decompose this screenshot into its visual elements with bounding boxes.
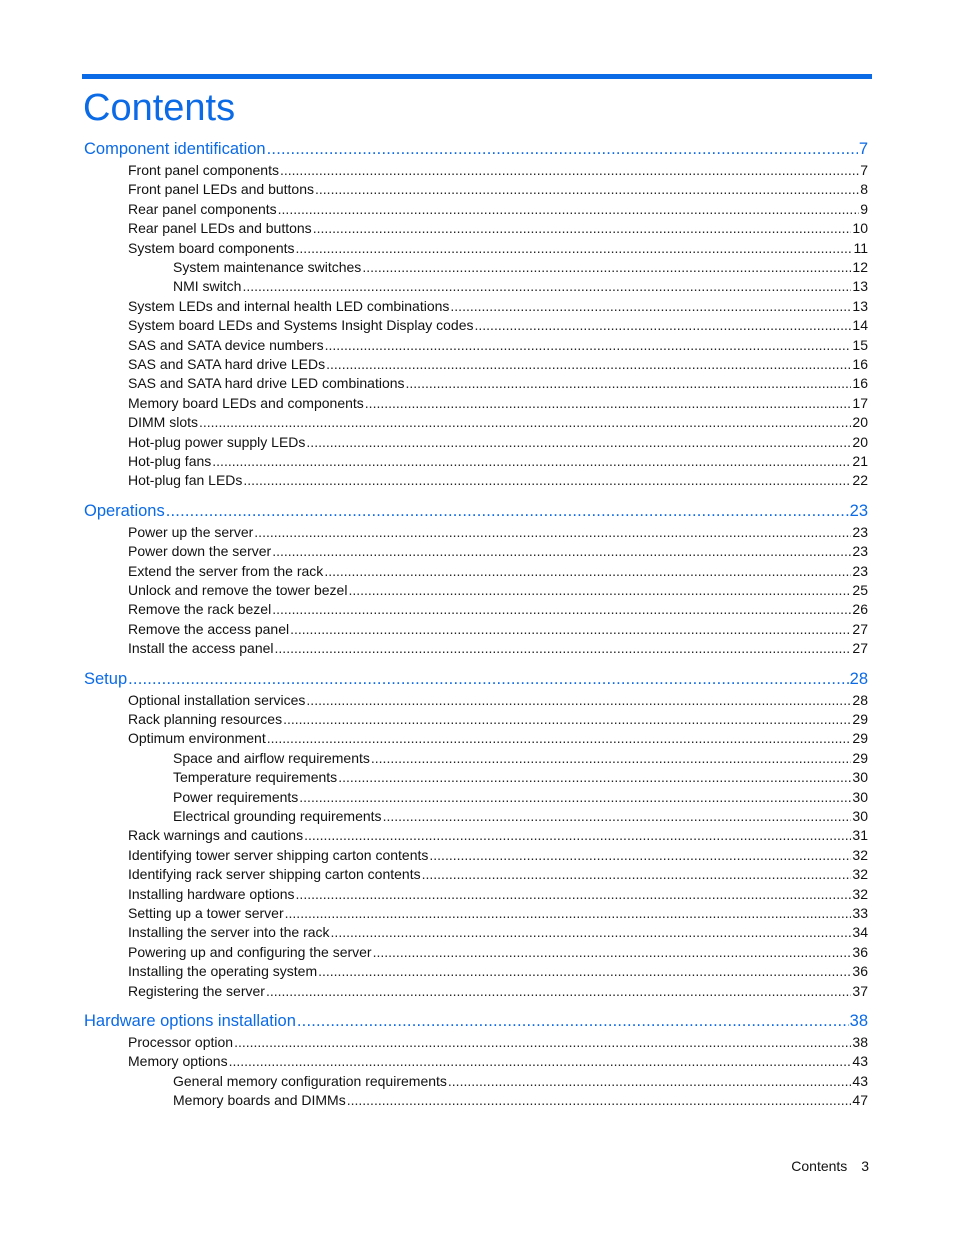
toc-entry[interactable] xyxy=(128,621,868,637)
toc-entry-label: Setting up a tower server xyxy=(128,905,284,921)
toc-entry-label: Hot-plug power supply LEDs xyxy=(128,433,306,450)
toc-entry[interactable] xyxy=(128,924,868,940)
toc-entry[interactable] xyxy=(128,711,868,727)
toc-dot-leader xyxy=(266,983,851,999)
toc-entry[interactable] xyxy=(128,356,868,372)
toc-entry-page-number: 37 xyxy=(852,982,868,999)
toc-entry-label: Installing the server into the rack xyxy=(128,924,330,941)
toc-entry-label: Rear panel components xyxy=(128,200,277,217)
toc-entry[interactable] xyxy=(128,298,868,314)
toc-entry-page-number: 36 xyxy=(852,943,868,960)
toc-entry[interactable] xyxy=(173,278,868,294)
toc-dot-leader xyxy=(313,220,852,236)
toc-entry-page-number: 30 xyxy=(852,788,868,805)
toc-entry-label: Installing hardware options xyxy=(128,885,295,902)
toc-entry-page-number: 25 xyxy=(852,582,868,598)
toc-entry-label: Installing the operating system xyxy=(128,963,318,980)
toc-dot-leader xyxy=(429,847,851,863)
toc-entry-label: Identifying rack server shipping carton contents xyxy=(128,866,421,883)
toc-entry-label: Processor option xyxy=(128,1034,234,1050)
toc-entry[interactable] xyxy=(128,201,868,217)
toc-entry-label: Rear panel LEDs and buttons xyxy=(128,220,312,237)
toc-entry[interactable] xyxy=(128,453,868,469)
toc-entry-label: System board components xyxy=(128,239,295,256)
toc-dot-leader xyxy=(297,1012,849,1031)
toc-entry-page-number: 34 xyxy=(852,924,868,941)
toc-entry-page-number: 32 xyxy=(852,866,868,883)
toc-entry[interactable] xyxy=(128,472,868,488)
toc-dot-leader xyxy=(306,692,851,708)
toc-entry-label: Power up the server xyxy=(128,523,254,540)
toc-entry-page-number: 10 xyxy=(852,220,868,237)
toc-entry[interactable] xyxy=(128,337,868,353)
toc-entry-label: DIMM slots xyxy=(128,414,198,431)
toc-dot-leader xyxy=(422,866,852,882)
toc-chapter-entry[interactable] xyxy=(84,1012,868,1031)
toc-dot-leader xyxy=(365,395,852,411)
toc-dot-leader xyxy=(254,524,851,540)
toc-entry-page-number: 12 xyxy=(852,259,868,275)
toc-entry-label: Space and airflow requirements xyxy=(173,749,370,766)
toc-dot-leader xyxy=(306,434,851,450)
toc-entry[interactable] xyxy=(128,414,868,430)
toc-entry[interactable] xyxy=(128,827,868,843)
toc-entry[interactable] xyxy=(128,866,868,882)
toc-entry[interactable] xyxy=(128,905,868,921)
toc-entry-page-number: 27 xyxy=(852,640,868,657)
toc-entry-label: Registering the server xyxy=(128,982,265,999)
toc-dot-leader xyxy=(242,278,851,294)
toc-dot-leader xyxy=(280,162,859,178)
toc-dot-leader xyxy=(371,750,852,766)
toc-entry-page-number: 7 xyxy=(858,140,868,158)
toc-entry-label: Remove the rack bezel xyxy=(128,601,272,618)
page-footer xyxy=(791,1158,869,1174)
toc-entry-page-number: 29 xyxy=(852,749,868,766)
toc-entry-label: Memory board LEDs and components xyxy=(128,394,364,411)
toc-dot-leader xyxy=(296,886,852,902)
toc-entry-page-number: 32 xyxy=(852,885,868,902)
toc-dot-leader xyxy=(373,944,852,960)
toc-entry[interactable] xyxy=(128,983,868,999)
toc-entry-label: Identifying tower server shipping carton contents xyxy=(128,846,429,863)
toc-entry-label: Hardware options installation xyxy=(84,1012,296,1030)
toc-entry-page-number: 8 xyxy=(860,181,868,198)
toc-dot-leader xyxy=(383,808,852,824)
toc-dot-leader xyxy=(475,317,852,333)
footer-page-number: 3 xyxy=(861,1158,869,1174)
toc-entry-label: Optimum environment xyxy=(128,730,266,747)
toc-entry-page-number: 26 xyxy=(852,601,868,618)
toc-entry-label: Install the access panel xyxy=(128,640,274,657)
toc-dot-leader xyxy=(315,181,859,197)
footer-section: Contents xyxy=(791,1158,848,1174)
toc-dot-leader xyxy=(243,472,851,488)
toc-entry-label: Front panel components xyxy=(128,162,279,178)
toc-entry[interactable] xyxy=(173,1073,868,1089)
toc-entry-label: Operations xyxy=(84,501,165,520)
toc-dot-leader xyxy=(272,543,851,559)
toc-chapter-entry[interactable] xyxy=(84,140,868,159)
toc-dot-leader xyxy=(331,924,852,940)
toc-entry[interactable] xyxy=(128,582,868,598)
toc-entry[interactable] xyxy=(173,259,868,275)
toc-entry-label: Extend the server from the rack xyxy=(128,562,324,579)
toc-chapter-entry[interactable] xyxy=(84,670,868,689)
toc-entry[interactable] xyxy=(128,220,868,236)
toc-entry-label: General memory configuration requirements xyxy=(173,1072,447,1089)
toc-entry-page-number: 29 xyxy=(852,730,868,747)
toc-entry-page-number: 20 xyxy=(852,433,868,450)
toc-entry[interactable] xyxy=(128,601,868,617)
toc-dot-leader xyxy=(347,1092,852,1108)
toc-entry-label: Power requirements xyxy=(173,788,299,805)
toc-entry-page-number: 21 xyxy=(852,453,868,469)
toc-entry[interactable] xyxy=(173,789,868,805)
toc-entry[interactable] xyxy=(128,181,868,197)
toc-entry-label: Powering up and configuring the server xyxy=(128,943,372,960)
toc-dot-leader xyxy=(275,640,852,656)
toc-entry-page-number: 23 xyxy=(849,501,868,520)
toc-entry[interactable] xyxy=(128,563,868,579)
toc-entry-page-number: 11 xyxy=(853,239,868,256)
toc-entry-label: Unlock and remove the tower bezel xyxy=(128,582,348,598)
toc-entry[interactable] xyxy=(173,750,868,766)
toc-entry[interactable] xyxy=(128,1034,868,1050)
toc-dot-leader xyxy=(326,356,851,372)
toc-entry-page-number: 16 xyxy=(852,375,868,392)
toc-entry-page-number: 13 xyxy=(852,278,868,295)
toc-entry-page-number: 43 xyxy=(852,1072,868,1089)
toc-entry-page-number: 43 xyxy=(852,1053,868,1070)
toc-entry[interactable] xyxy=(128,963,868,979)
title-rule xyxy=(82,74,872,79)
toc-entry-label: Hot-plug fans xyxy=(128,453,212,469)
toc-entry-label: Temperature requirements xyxy=(173,769,338,786)
toc-entry-label: Remove the access panel xyxy=(128,620,290,637)
toc-entry-label: Memory boards and DIMMs xyxy=(173,1092,346,1109)
toc-dot-leader xyxy=(285,905,852,921)
toc-entry-label: Power down the server xyxy=(128,543,272,560)
toc-entry-label: NMI switch xyxy=(173,278,242,295)
toc-entry[interactable] xyxy=(173,1092,868,1108)
toc-entry-page-number: 20 xyxy=(852,414,868,431)
toc-entry[interactable] xyxy=(128,162,868,178)
toc-dot-leader xyxy=(290,621,851,637)
toc-dot-leader xyxy=(283,711,851,727)
toc-chapter-entry[interactable] xyxy=(84,502,868,521)
toc-dot-leader xyxy=(338,769,851,785)
toc-entry[interactable] xyxy=(128,847,868,863)
toc-entry-label: Optional installation services xyxy=(128,691,306,708)
toc-entry-page-number: 31 xyxy=(852,827,868,844)
toc-dot-leader xyxy=(229,1053,852,1069)
toc-entry-label: SAS and SATA device numbers xyxy=(128,336,324,353)
toc-entry-label: Memory options xyxy=(128,1053,228,1070)
toc-entry-page-number: 7 xyxy=(860,162,868,178)
toc-entry[interactable] xyxy=(128,375,868,391)
toc-entry-label: Hot-plug fan LEDs xyxy=(128,472,243,489)
toc-dot-leader xyxy=(299,789,851,805)
toc-entry[interactable] xyxy=(128,317,868,333)
toc-dot-leader xyxy=(406,375,852,391)
toc-entry[interactable] xyxy=(128,730,868,746)
toc-entry-label: Front panel LEDs and buttons xyxy=(128,181,315,198)
toc-dot-leader xyxy=(362,259,851,275)
page-title: Contents xyxy=(83,87,236,129)
toc-entry-page-number: 36 xyxy=(852,963,868,980)
toc-entry-page-number: 16 xyxy=(852,356,868,372)
toc-dot-leader xyxy=(325,337,852,353)
toc-entry-page-number: 30 xyxy=(852,808,868,824)
toc-entry-label: Component identification xyxy=(84,140,266,158)
toc-entry-label: SAS and SATA hard drive LEDs xyxy=(128,356,326,372)
toc-entry[interactable] xyxy=(173,769,868,785)
toc-entry-page-number: 32 xyxy=(852,846,868,863)
toc-entry-label: System board LEDs and Systems Insight Display codes xyxy=(128,317,474,334)
toc-entry[interactable] xyxy=(128,543,868,559)
toc-entry[interactable] xyxy=(128,944,868,960)
toc-dot-leader xyxy=(448,1073,852,1089)
toc-dot-leader xyxy=(128,670,849,689)
toc-entry-label: Electrical grounding requirements xyxy=(173,808,382,824)
toc-dot-leader xyxy=(234,1034,851,1050)
toc-dot-leader xyxy=(450,298,851,314)
toc-entry-page-number: 22 xyxy=(852,472,868,489)
toc-entry[interactable] xyxy=(128,692,868,708)
toc-entry-page-number: 13 xyxy=(852,297,868,314)
toc-entry-page-number: 47 xyxy=(852,1092,868,1109)
toc-dot-leader xyxy=(212,453,851,469)
toc-dot-leader xyxy=(324,563,851,579)
toc-entry-page-number: 14 xyxy=(852,317,868,334)
toc-dot-leader xyxy=(278,201,860,217)
toc-entry[interactable] xyxy=(128,886,868,902)
toc-entry-page-number: 23 xyxy=(852,523,868,540)
toc-entry[interactable] xyxy=(128,1053,868,1069)
toc-entry[interactable] xyxy=(128,524,868,540)
toc-entry-page-number: 30 xyxy=(852,769,868,786)
toc-entry[interactable] xyxy=(128,395,868,411)
toc-entry-label: Rack planning resources xyxy=(128,711,283,727)
toc-entry-page-number: 33 xyxy=(852,905,868,921)
toc-entry[interactable] xyxy=(128,640,868,656)
toc-dot-leader xyxy=(348,582,851,598)
toc-entry-page-number: 27 xyxy=(852,620,868,637)
toc-dot-leader xyxy=(166,502,849,521)
toc-entry-page-number: 17 xyxy=(852,394,868,411)
toc-entry-label: Setup xyxy=(84,669,128,688)
toc-entry-page-number: 38 xyxy=(852,1034,868,1050)
toc-entry-page-number: 29 xyxy=(852,711,868,727)
toc-entry[interactable] xyxy=(128,434,868,450)
toc-dot-leader xyxy=(267,730,852,746)
toc-entry-page-number: 23 xyxy=(852,543,868,560)
toc-dot-leader xyxy=(296,240,853,256)
toc-dot-leader xyxy=(267,140,858,159)
toc-entry-label: SAS and SATA hard drive LED combinations xyxy=(128,375,405,392)
toc-entry-label: Rack warnings and cautions xyxy=(128,827,304,844)
toc-entry-label: System LEDs and internal health LED combinations xyxy=(128,297,450,314)
toc-dot-leader xyxy=(272,601,851,617)
toc-entry[interactable] xyxy=(173,808,868,824)
toc-dot-leader xyxy=(318,963,851,979)
toc-entry-page-number: 38 xyxy=(849,1012,868,1030)
toc-dot-leader xyxy=(304,827,851,843)
toc-entry-page-number: 15 xyxy=(852,336,868,353)
toc-dot-leader xyxy=(199,414,851,430)
toc-entry-page-number: 23 xyxy=(852,562,868,579)
toc-entry-page-number: 28 xyxy=(849,669,868,688)
toc-entry-page-number: 9 xyxy=(860,200,868,217)
toc-entry[interactable] xyxy=(128,240,868,256)
toc-entry-page-number: 28 xyxy=(852,691,868,708)
toc-entry-label: System maintenance switches xyxy=(173,259,362,275)
